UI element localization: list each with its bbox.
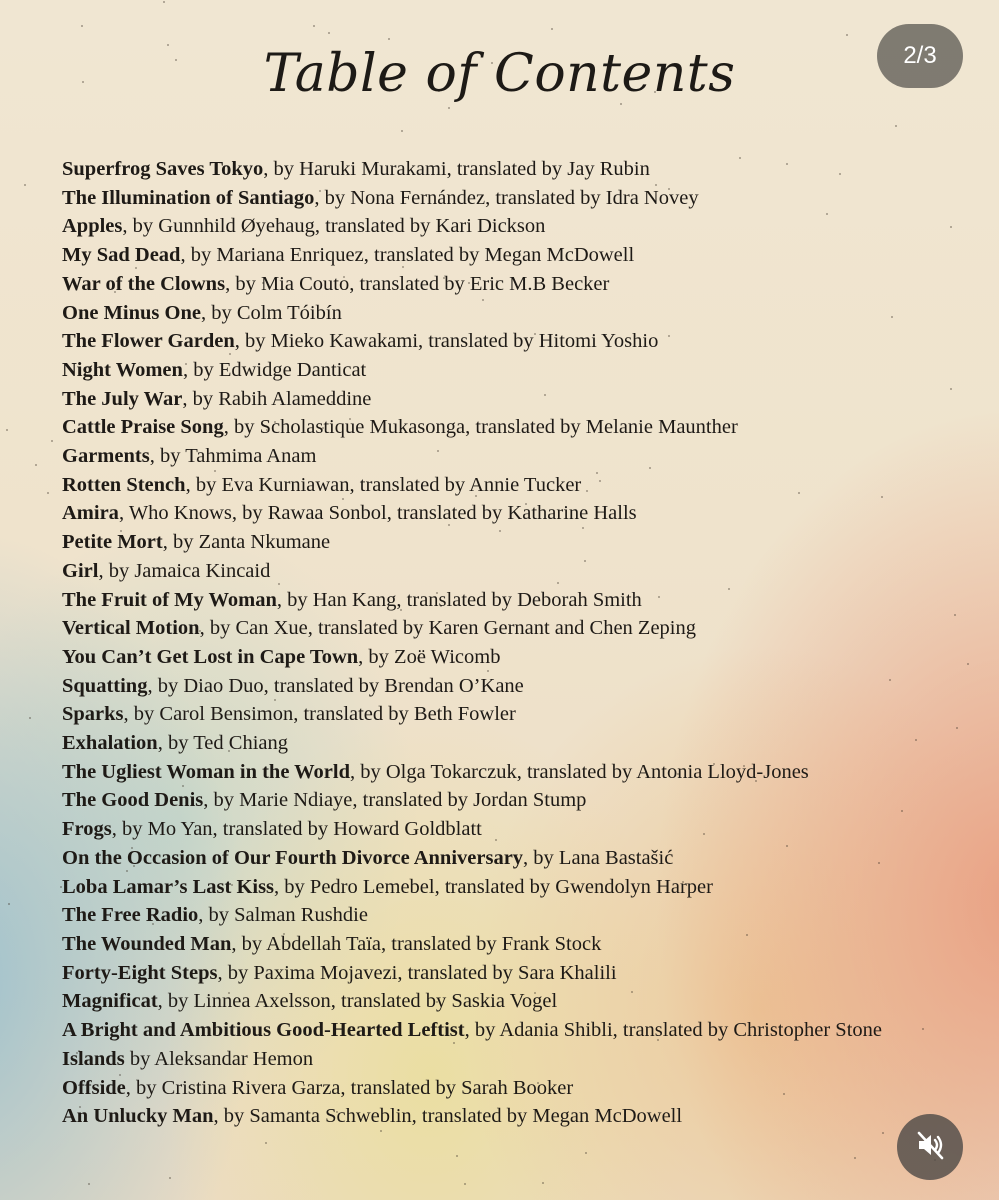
story-credits: , by Rabih Alameddine [182, 387, 372, 410]
list-item [62, 241, 967, 270]
story-credits: , by Carol Bensimon, translated by Beth Fowler [123, 703, 516, 726]
story-credits: , by Han Kang, translated by Deborah Smith [276, 588, 642, 611]
paper-speck [967, 663, 969, 665]
paper-speck [24, 184, 26, 186]
story-title: The Illumination of Santiago [62, 186, 315, 209]
list-item [62, 499, 967, 528]
paper-speck [88, 1183, 90, 1185]
story-title: Girl [62, 559, 99, 582]
list-item [62, 700, 967, 729]
story-title: One Minus One [62, 301, 201, 324]
story-title: My Sad Dead [62, 244, 181, 267]
list-item [62, 672, 967, 701]
story-title: Rotten Stench [62, 473, 186, 496]
list-item [62, 212, 967, 241]
story-title: Superfrog Saves Tokyo [62, 158, 264, 180]
list-item [62, 844, 967, 873]
story-title: The Fruit of My Woman [62, 588, 277, 611]
paper-speck [895, 125, 897, 127]
paper-speck [81, 25, 83, 27]
story-credits: , by Zanta Nkumane [162, 531, 331, 554]
list-item [62, 442, 967, 471]
story-title: Exhalation [62, 732, 158, 755]
list-item [62, 786, 967, 815]
paper-speck [388, 38, 390, 40]
story-title: The Wounded Man [62, 932, 232, 955]
story-credits: , by Nona Fernández, translated by Idra Novey [314, 186, 699, 209]
story-credits: , by Scholastique Mukasonga, translated by Melanie Maunther [223, 416, 738, 439]
paper-speck [456, 1155, 458, 1157]
story-title: On the Occasion of Our Fourth Divorce Anniversary [62, 846, 524, 869]
paper-speck [29, 717, 31, 719]
story-title: Frogs [62, 818, 112, 841]
story-title: Petite Mort [62, 531, 163, 554]
list-item [62, 557, 967, 586]
story-title: The July War [62, 387, 183, 410]
list-item [62, 614, 967, 643]
list-item [62, 643, 967, 672]
story-title: Amira [62, 502, 119, 525]
list-item [62, 815, 967, 844]
story-title: Offside [62, 1076, 126, 1099]
story-credits: , by Pedro Lemebel, translated by Gwendolyn Harper [274, 875, 713, 898]
story-credits: , by Eva Kurniawan, translated by Annie Tucker [185, 473, 582, 496]
story-credits: , by Jamaica Kincaid [98, 559, 271, 582]
story-credits: , by Tahmima Anam [149, 445, 317, 468]
story-credits: , by Can Xue, translated by Karen Gernant and Chen Zeping [199, 617, 696, 640]
story-title: The Ugliest Woman in the World [62, 760, 350, 783]
story-title: Night Women [62, 358, 183, 381]
list-item [62, 1045, 967, 1074]
muted-speaker-icon [913, 1128, 947, 1166]
list-item [62, 184, 967, 213]
story-title: Garments [62, 445, 150, 468]
story-credits: , by Haruki Murakami, translated by Jay Rubin [263, 158, 650, 180]
list-item [62, 959, 967, 988]
paper-speck [35, 464, 37, 466]
story-title: Forty-Eight Steps [62, 961, 218, 984]
list-item [62, 1074, 967, 1103]
story-title: You Can’t Get Lost in Cape Town [62, 645, 359, 668]
list-item [62, 930, 967, 959]
mute-button[interactable] [897, 1114, 963, 1180]
list-item [62, 528, 967, 557]
story-credits: , by Zoë Wicomb [358, 645, 501, 668]
list-item [62, 586, 967, 615]
story-credits: , by Mariana Enriquez, translated by Megan McDowell [180, 244, 635, 267]
story-title: An Unlucky Man [62, 1105, 214, 1128]
story-credits: , by Lana Bastašić [523, 846, 674, 869]
list-item [62, 1102, 967, 1131]
story-title: The Free Radio [62, 904, 199, 927]
story-credits: , by Olga Tokarczuk, translated by Antonia Lloyd-Jones [350, 760, 809, 783]
list-item [62, 385, 967, 414]
story-credits: , by Ted Chiang [157, 732, 288, 755]
paper-speck [401, 130, 403, 132]
story-title: Cattle Praise Song [62, 416, 224, 439]
story-credits: , by Paxima Mojavezi, translated by Sara Khalili [217, 961, 617, 984]
story-title: Apples [62, 215, 123, 238]
story-credits: , by Adania Shibli, translated by Christopher Stone [464, 1019, 882, 1042]
paper-speck [6, 429, 8, 431]
page-title: Table of Contents [263, 44, 736, 104]
paper-speck [585, 1152, 587, 1154]
list-item [62, 155, 967, 184]
list-item [62, 471, 967, 500]
list-item [62, 987, 967, 1016]
story-credits: , by Marie Ndiaye, translated by Jordan Stump [203, 789, 587, 812]
story-credits: , by Abdellah Taïa, translated by Frank Stock [231, 932, 602, 955]
paper-speck [846, 34, 848, 36]
story-credits: , by Colm Tóibín [200, 301, 342, 324]
story-title: The Flower Garden [62, 330, 235, 353]
paper-speck [328, 32, 330, 34]
story-credits: , by Mieko Kawakami, translated by Hitomi Yoshio [234, 330, 659, 353]
story-title: Loba Lamar’s Last Kiss [62, 875, 275, 898]
paper-speck [47, 492, 49, 494]
table-of-contents-list [62, 155, 967, 1131]
story-title: Vertical Motion [62, 617, 200, 640]
story-credits: , by Mo Yan, translated by Howard Goldblatt [111, 818, 482, 841]
story-title: War of the Clowns [62, 272, 226, 295]
paper-speck [854, 1157, 856, 1159]
list-item [62, 327, 967, 356]
list-item [62, 873, 967, 902]
story-credits: , by Samanta Schweblin, translated by Megan McDowell [213, 1105, 683, 1128]
paper-speck [8, 903, 10, 905]
list-item [62, 413, 967, 442]
story-credits: , by Salman Rushdie [198, 904, 368, 927]
story-credits: , by Mia Couto, translated by Eric M.B Becker [225, 272, 610, 295]
list-item [62, 1016, 967, 1045]
paper-speck [313, 25, 315, 27]
paper-speck [265, 1142, 267, 1144]
story-credits: , by Diao Duo, translated by Brendan O’Kane [147, 674, 524, 697]
story-title: The Good Denis [62, 789, 204, 812]
story-title: Squatting [62, 674, 148, 697]
story-credits: , by Edwidge Danticat [182, 358, 367, 381]
paper-speck [551, 28, 553, 30]
story-title: Islands [62, 1047, 125, 1070]
paper-speck [464, 1183, 466, 1185]
story-credits: , by Gunnhild Øyehaug, translated by Kari Dickson [122, 215, 546, 238]
story-credits: by Aleksandar Hemon [124, 1047, 314, 1070]
paper-speck [169, 1177, 171, 1179]
story-credits: , by Cristina Rivera Garza, translated by Sarah Booker [125, 1076, 574, 1099]
paper-speck [51, 440, 53, 442]
list-item [62, 758, 967, 787]
list-item [62, 299, 967, 328]
list-item [62, 901, 967, 930]
list-item [62, 356, 967, 385]
story-credits: , by Linnea Axelsson, translated by Saskia Vogel [157, 990, 558, 1013]
story-title: Sparks [62, 703, 124, 726]
pagination-indicator: 2/3 [877, 24, 963, 88]
paper-speck [542, 1182, 544, 1184]
list-item [62, 729, 967, 758]
list-item [62, 270, 967, 299]
paper-speck [448, 107, 450, 109]
paper-speck [163, 1, 165, 3]
story-title: A Bright and Ambitious Good-Hearted Leftist [62, 1019, 465, 1042]
story-title: Magnificat [62, 990, 158, 1013]
paper-speck [882, 1132, 884, 1134]
story-credits: , Who Knows, by Rawaa Sonbol, translated by Katharine Halls [118, 502, 637, 525]
